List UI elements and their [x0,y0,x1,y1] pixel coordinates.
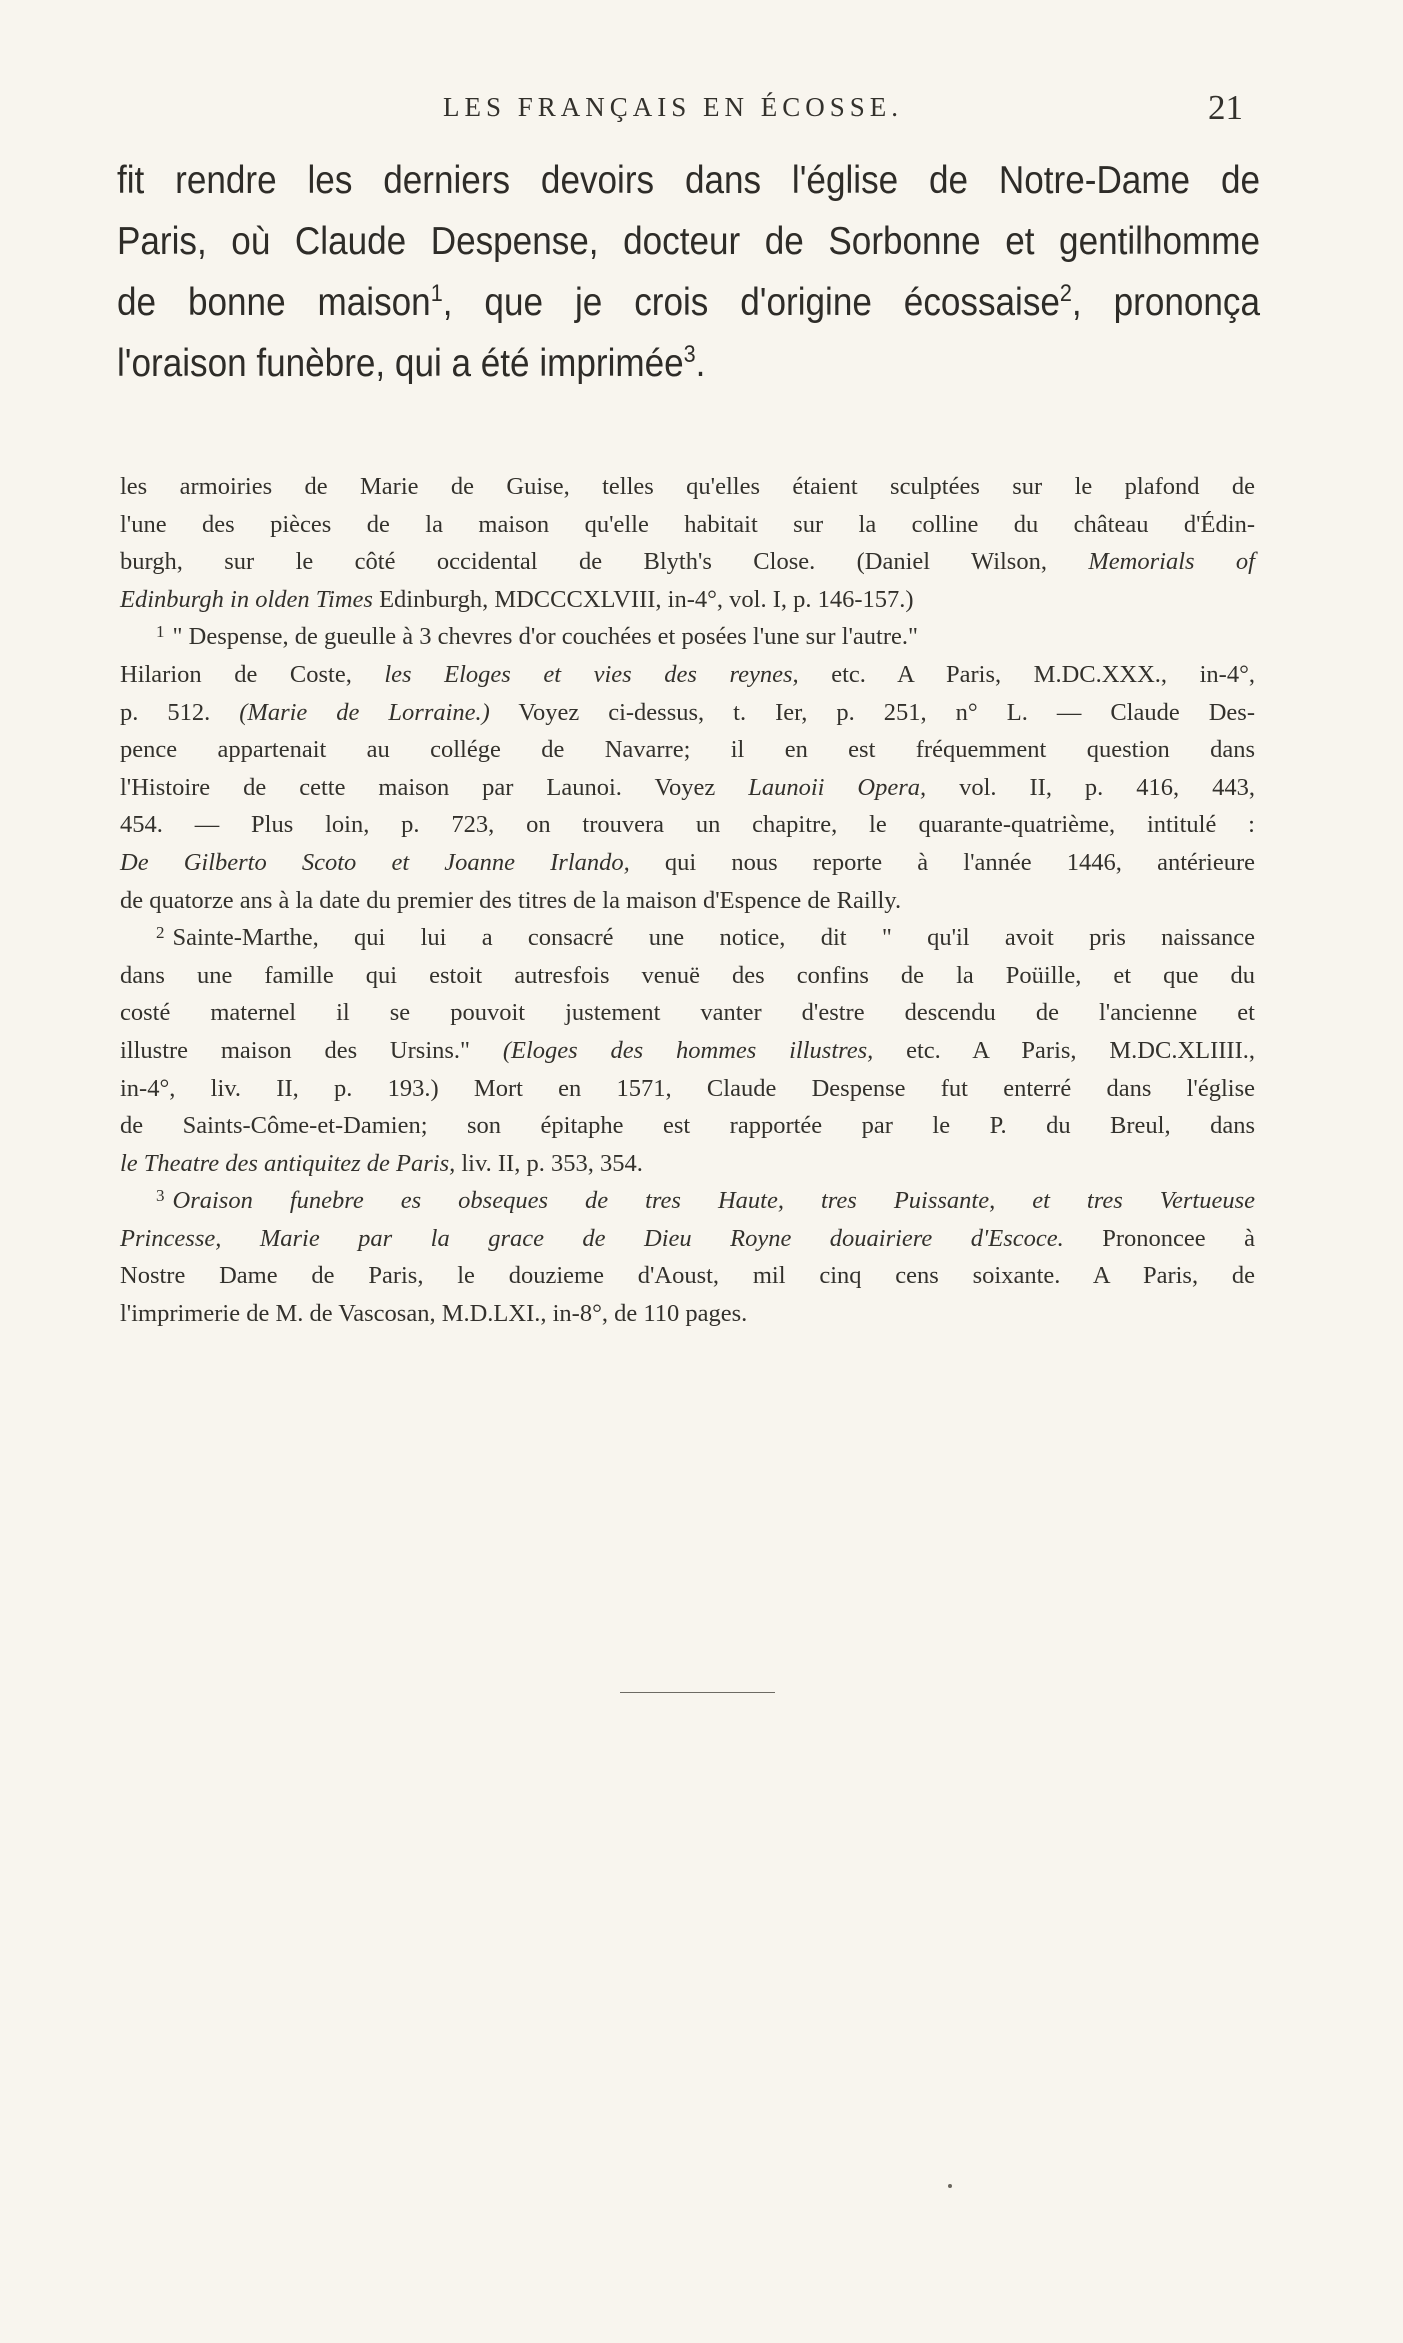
main-paragraph [117,150,1260,394]
main-text-segment: , que je crois d'origine écossaise [442,281,1060,324]
footnote-line: 454. — Plus loin, p. 723, on trouvera un chapitre, le quarante-quatrième, intitulé : [120,811,1255,839]
ink-speck [948,2184,952,2188]
footnote-text: vol. II, p. 416, 443, [926,773,1255,801]
footnote-line: de quatorze ans à la date du premier des titres de la maison d'Espence de Railly. [120,886,902,914]
footnote-line: l'une des pièces de la maison qu'elle habitait sur la colline du château d'Édin- [120,510,1255,538]
footnote-number: 3 [156,1186,165,1206]
footnote-text: qui nous reporte à l'année 1446, antérieure [629,848,1255,876]
footnote-line: pence appartenait au collége de Navarre; il en est fréquemment question dans [120,736,1255,764]
page-number: 21 [1208,88,1243,127]
footnote-text: Sainte-Marthe, qui lui a consacré une notice, dit " qu'il avoit pris naissance [172,924,1255,952]
footnote-number: 1 [156,622,165,642]
footnote-2-line [120,919,1255,957]
main-line: fit rendre les derniers devoirs dans l'église de Notre-Dame de [117,159,1260,202]
footnote-text: Hilarion de Coste, [120,660,385,688]
footnote-text: Voyez ci-dessus, t. Ier, p. 251, n° L. — Claude Des- [489,698,1255,726]
running-title: LES FRANÇAIS EN ÉCOSSE. [443,92,904,122]
footnote-text: p. 512. [120,698,240,726]
footnote-line [120,694,1255,732]
footnote-italic: le Theatre des antiquitez de Paris, [120,1149,456,1177]
footnote-line: l'imprimerie de M. de Vascosan, M.D.LXI., in-8°, de 110 pages. [120,1300,748,1328]
footnote-ref-3: 3 [683,341,696,368]
footnote-line [120,1032,1255,1070]
footnotes [120,468,1255,1333]
footnote-line [120,769,1255,807]
footnote-number: 2 [156,923,165,943]
footnote-italic: Memorials of [1088,548,1255,576]
footnote-italic: De Gilberto Scoto et Joanne Irlando, [120,848,630,876]
footnote-line: les armoiries de Marie de Guise, telles qu'elles étaient sculptées sur le plafond de [120,473,1255,500]
footnote-text: Prononcee à [1063,1224,1255,1252]
footnote-italic: (Marie de Lorraine.) [239,698,490,726]
footnote-italic: Oraison funebre es obseques de tres Haute, tres Puissante, et tres Vertueuse [172,1187,1255,1215]
footnote-line: costé maternel il se pouvoit justement vanter d'estre descendu de l'ancienne et [120,999,1255,1027]
footnote-line [120,844,1255,882]
footnote-text: etc. A Paris, M.DC.XXX., in-4°, [798,660,1255,688]
footnote-italic: Launoii Opera, [748,773,927,801]
footnote-line [120,656,1255,694]
footnote-italic: les Eloges et vies des reynes, [384,660,799,688]
footnote-text: Edinburgh, MDCCCXLVIII, in-4°, vol. I, p. 146-157.) [372,585,914,613]
footnote-line [120,1145,1255,1183]
footnote-1-line [120,618,1255,656]
footnote-3-line [120,1182,1255,1220]
footnote-ref-2: 2 [1059,280,1072,307]
end-rule [620,1692,775,1693]
footnote-text: " Despense, de gueulle à 3 chevres d'or couchées et posées l'une sur l'autre." [172,623,919,651]
footnote-line: dans une famille qui estoit autresfois venuë des confins de la Poüille, et que du [120,961,1255,989]
footnote-text: liv. II, p. 353, 354. [455,1149,643,1177]
main-line [117,333,1143,394]
footnote-line [120,1220,1255,1258]
main-text-segment: de bonne maison [117,281,431,324]
main-line [117,272,1260,333]
main-text-segment: l'oraison funèbre, qui a été imprimée [117,342,684,385]
footnote-line [120,543,1255,581]
main-text-segment: . [695,342,706,385]
running-header [0,88,1403,132]
footnote-line [120,581,1255,619]
footnote-line: de Saints-Côme-et-Damien; son épitaphe est rapportée par le P. du Breul, dans [120,1112,1255,1140]
footnote-italic: Edinburgh in olden Times [120,585,373,613]
footnote-ref-1: 1 [430,280,443,307]
main-text-segment: , prononça [1071,281,1260,324]
footnote-text: illustre maison des Ursins." [120,1036,503,1064]
footnote-line: Nostre Dame de Paris, le douzieme d'Aoust, mil cinq cens soixante. A Paris, de [120,1262,1255,1290]
footnote-text: l'Histoire de cette maison par Launoi. Voyez [120,773,749,801]
footnote-text: etc. A Paris, M.DC.XLIIII., [873,1036,1255,1064]
footnote-text: burgh, sur le côté occidental de Blyth's Close. (Daniel Wilson, [120,548,1089,576]
footnote-line: in-4°, liv. II, p. 193.) Mort en 1571, Claude Despense fut enterré dans l'église [120,1074,1255,1102]
main-line: Paris, où Claude Despense, docteur de Sorbonne et gentilhomme [117,220,1260,263]
footnote-italic: Princesse, Marie par la grace de Dieu Royne douairiere d'Escoce. [120,1224,1064,1252]
footnote-italic: (Eloges des hommes illustres, [502,1036,874,1064]
